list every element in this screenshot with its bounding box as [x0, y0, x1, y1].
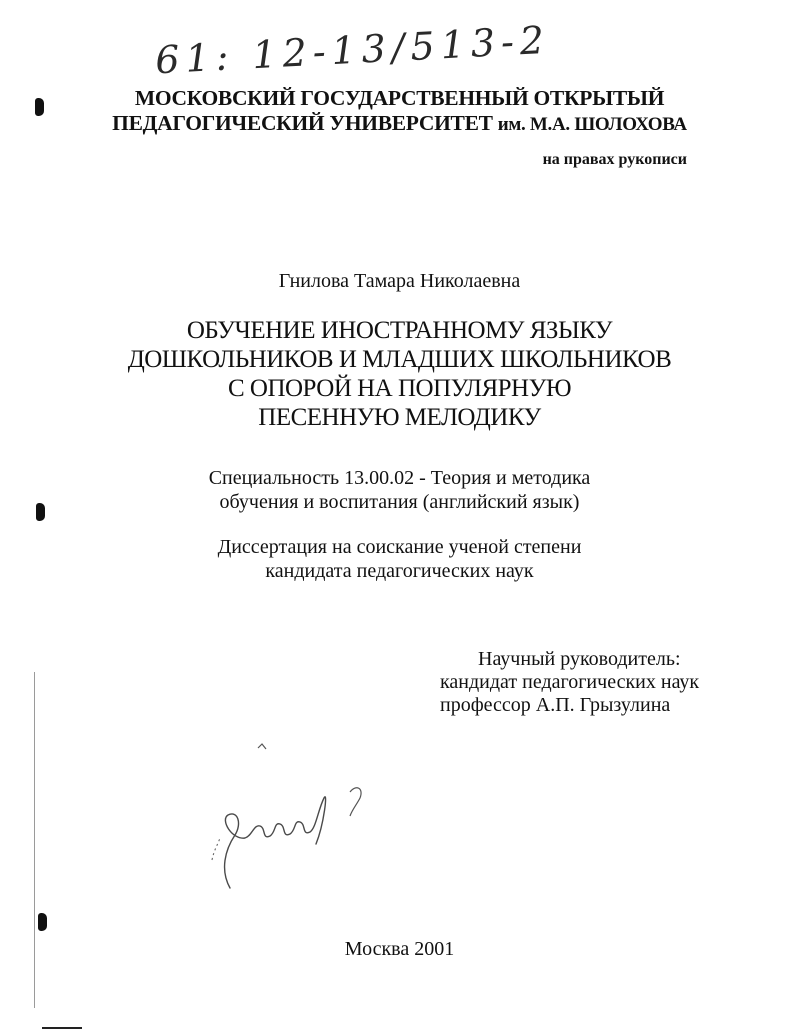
specialty-line-1: Специальность 13.00.02 - Теория и методика — [208, 467, 591, 489]
handwritten-signature — [190, 740, 390, 900]
university-name — [0, 86, 799, 137]
university-line-1: МОСКОВСКИЙ ГОСУДАРСТВЕННЫЙ ОТКРЫТЫЙ — [134, 86, 665, 110]
rights-note: на правах рукописи — [542, 151, 687, 168]
dissertation-title — [0, 316, 799, 432]
supervisor-degree: кандидат педагогических наук — [440, 671, 700, 693]
title-line-3: С ОПОРОЙ НА ПОПУЛЯРНУЮ — [227, 375, 572, 402]
title-line-1: ОБУЧЕНИЕ ИНОСТРАННОМУ ЯЗЫКУ — [186, 317, 613, 344]
scan-edge-mark — [42, 1027, 82, 1029]
supervisor-heading: Научный руководитель: — [478, 648, 681, 670]
degree-statement — [0, 535, 799, 583]
specialty — [0, 466, 799, 514]
handwritten-archive-number: 61: 12-13/513-2 — [154, 17, 552, 83]
degree-line-2: кандидата педагогических наук — [265, 560, 534, 582]
supervisor-block — [440, 648, 699, 717]
title-line-4: ПЕСЕННУЮ МЕЛОДИКУ — [258, 404, 541, 431]
specialty-line-2: обучения и воспитания (английский язык) — [219, 491, 580, 513]
supervisor-name: профессор А.П. Грызулина — [440, 694, 671, 716]
university-line-2: ПЕДАГОГИЧЕСКИЙ УНИВЕРСИТЕТ им. М.А. ШОЛОХОВА — [112, 111, 687, 135]
binding-hole-mark — [38, 913, 47, 931]
degree-line-1: Диссертация на соискание ученой степени — [217, 536, 582, 558]
author-name: Гнилова Тамара Николаевна — [278, 270, 521, 292]
title-line-2: ДОШКОЛЬНИКОВ И МЛАДШИХ ШКОЛЬНИКОВ — [127, 346, 672, 373]
city-year: Москва 2001 — [344, 938, 455, 960]
